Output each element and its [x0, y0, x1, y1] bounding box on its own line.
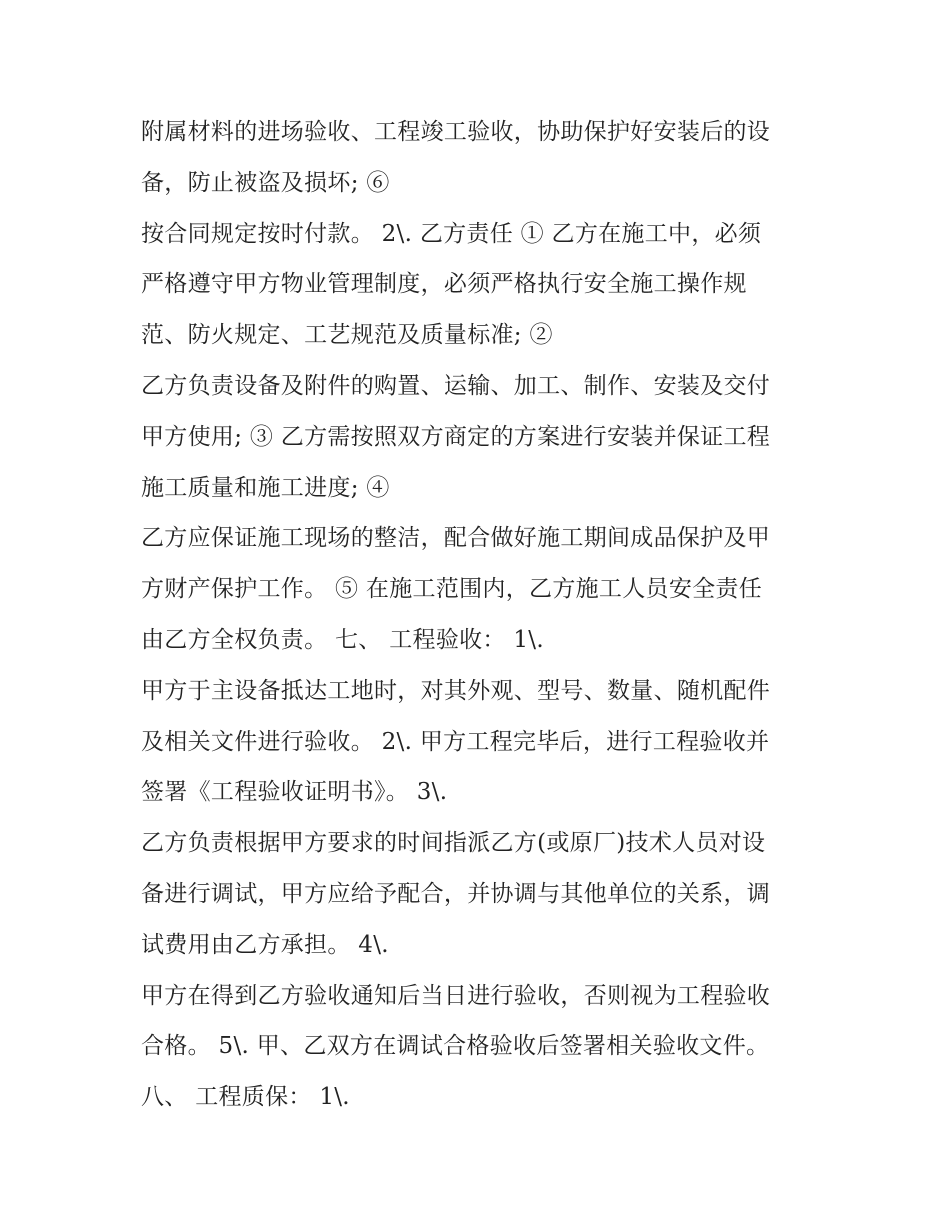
text-line: 备，防止被盗及损坏; ⑥	[141, 169, 390, 196]
text-line: 乙方应保证施工现场的整洁，配合做好施工期间成品保护及甲	[141, 525, 771, 552]
text-line: 严格遵守甲方物业管理制度，必须严格执行安全施工操作规	[141, 271, 747, 298]
text-line: 按合同规定按时付款。 2\. 乙方责任 ① 乙方在施工中，必须	[141, 220, 762, 247]
text-line: 甲方于主设备抵达工地时，对其外观、型号、数量、随机配件	[141, 677, 771, 704]
text-line: 签署《工程验收证明书》。 3\.	[141, 779, 448, 806]
text-line: 甲方在得到乙方验收通知后当日进行验收，否则视为工程验收	[141, 982, 771, 1009]
text-line: 附属材料的进场验收、工程竣工验收，协助保护好安装后的设	[141, 119, 771, 145]
text-line: 试费用由乙方承担。 4\.	[141, 931, 389, 958]
text-line: 方财产保护工作。 ⑤ 在施工范围内，乙方施工人员安全责任	[141, 576, 763, 603]
text-line: 施工质量和施工进度; ④	[141, 474, 390, 501]
text-line: 由乙方全权负责。 七、 工程验收： 1\.	[141, 626, 544, 653]
text-line: 乙方负责设备及附件的购置、运输、加工、制作、安装及交付	[141, 372, 771, 399]
document-body	[141, 107, 841, 1123]
text-line: 及相关文件进行验收。 2\. 甲方工程完毕后，进行工程验收并	[141, 728, 770, 755]
text-line: 甲方使用; ③ 乙方需按照双方商定的方案进行安装并保证工程	[141, 423, 771, 450]
text-line: 备进行调试，甲方应给予配合，并协调与其他单位的关系，调	[141, 880, 771, 907]
text-line: 范、防火规定、工艺规范及质量标准; ②	[141, 322, 553, 349]
text-line: 乙方负责根据甲方要求的时间指派乙方(或原厂)技术人员对设	[141, 830, 766, 857]
text-line: 合格。 5\. 甲、乙双方在调试合格验收后签署相关验收文件。	[141, 1033, 770, 1060]
text-line: 八、 工程质保： 1\.	[141, 1084, 350, 1111]
